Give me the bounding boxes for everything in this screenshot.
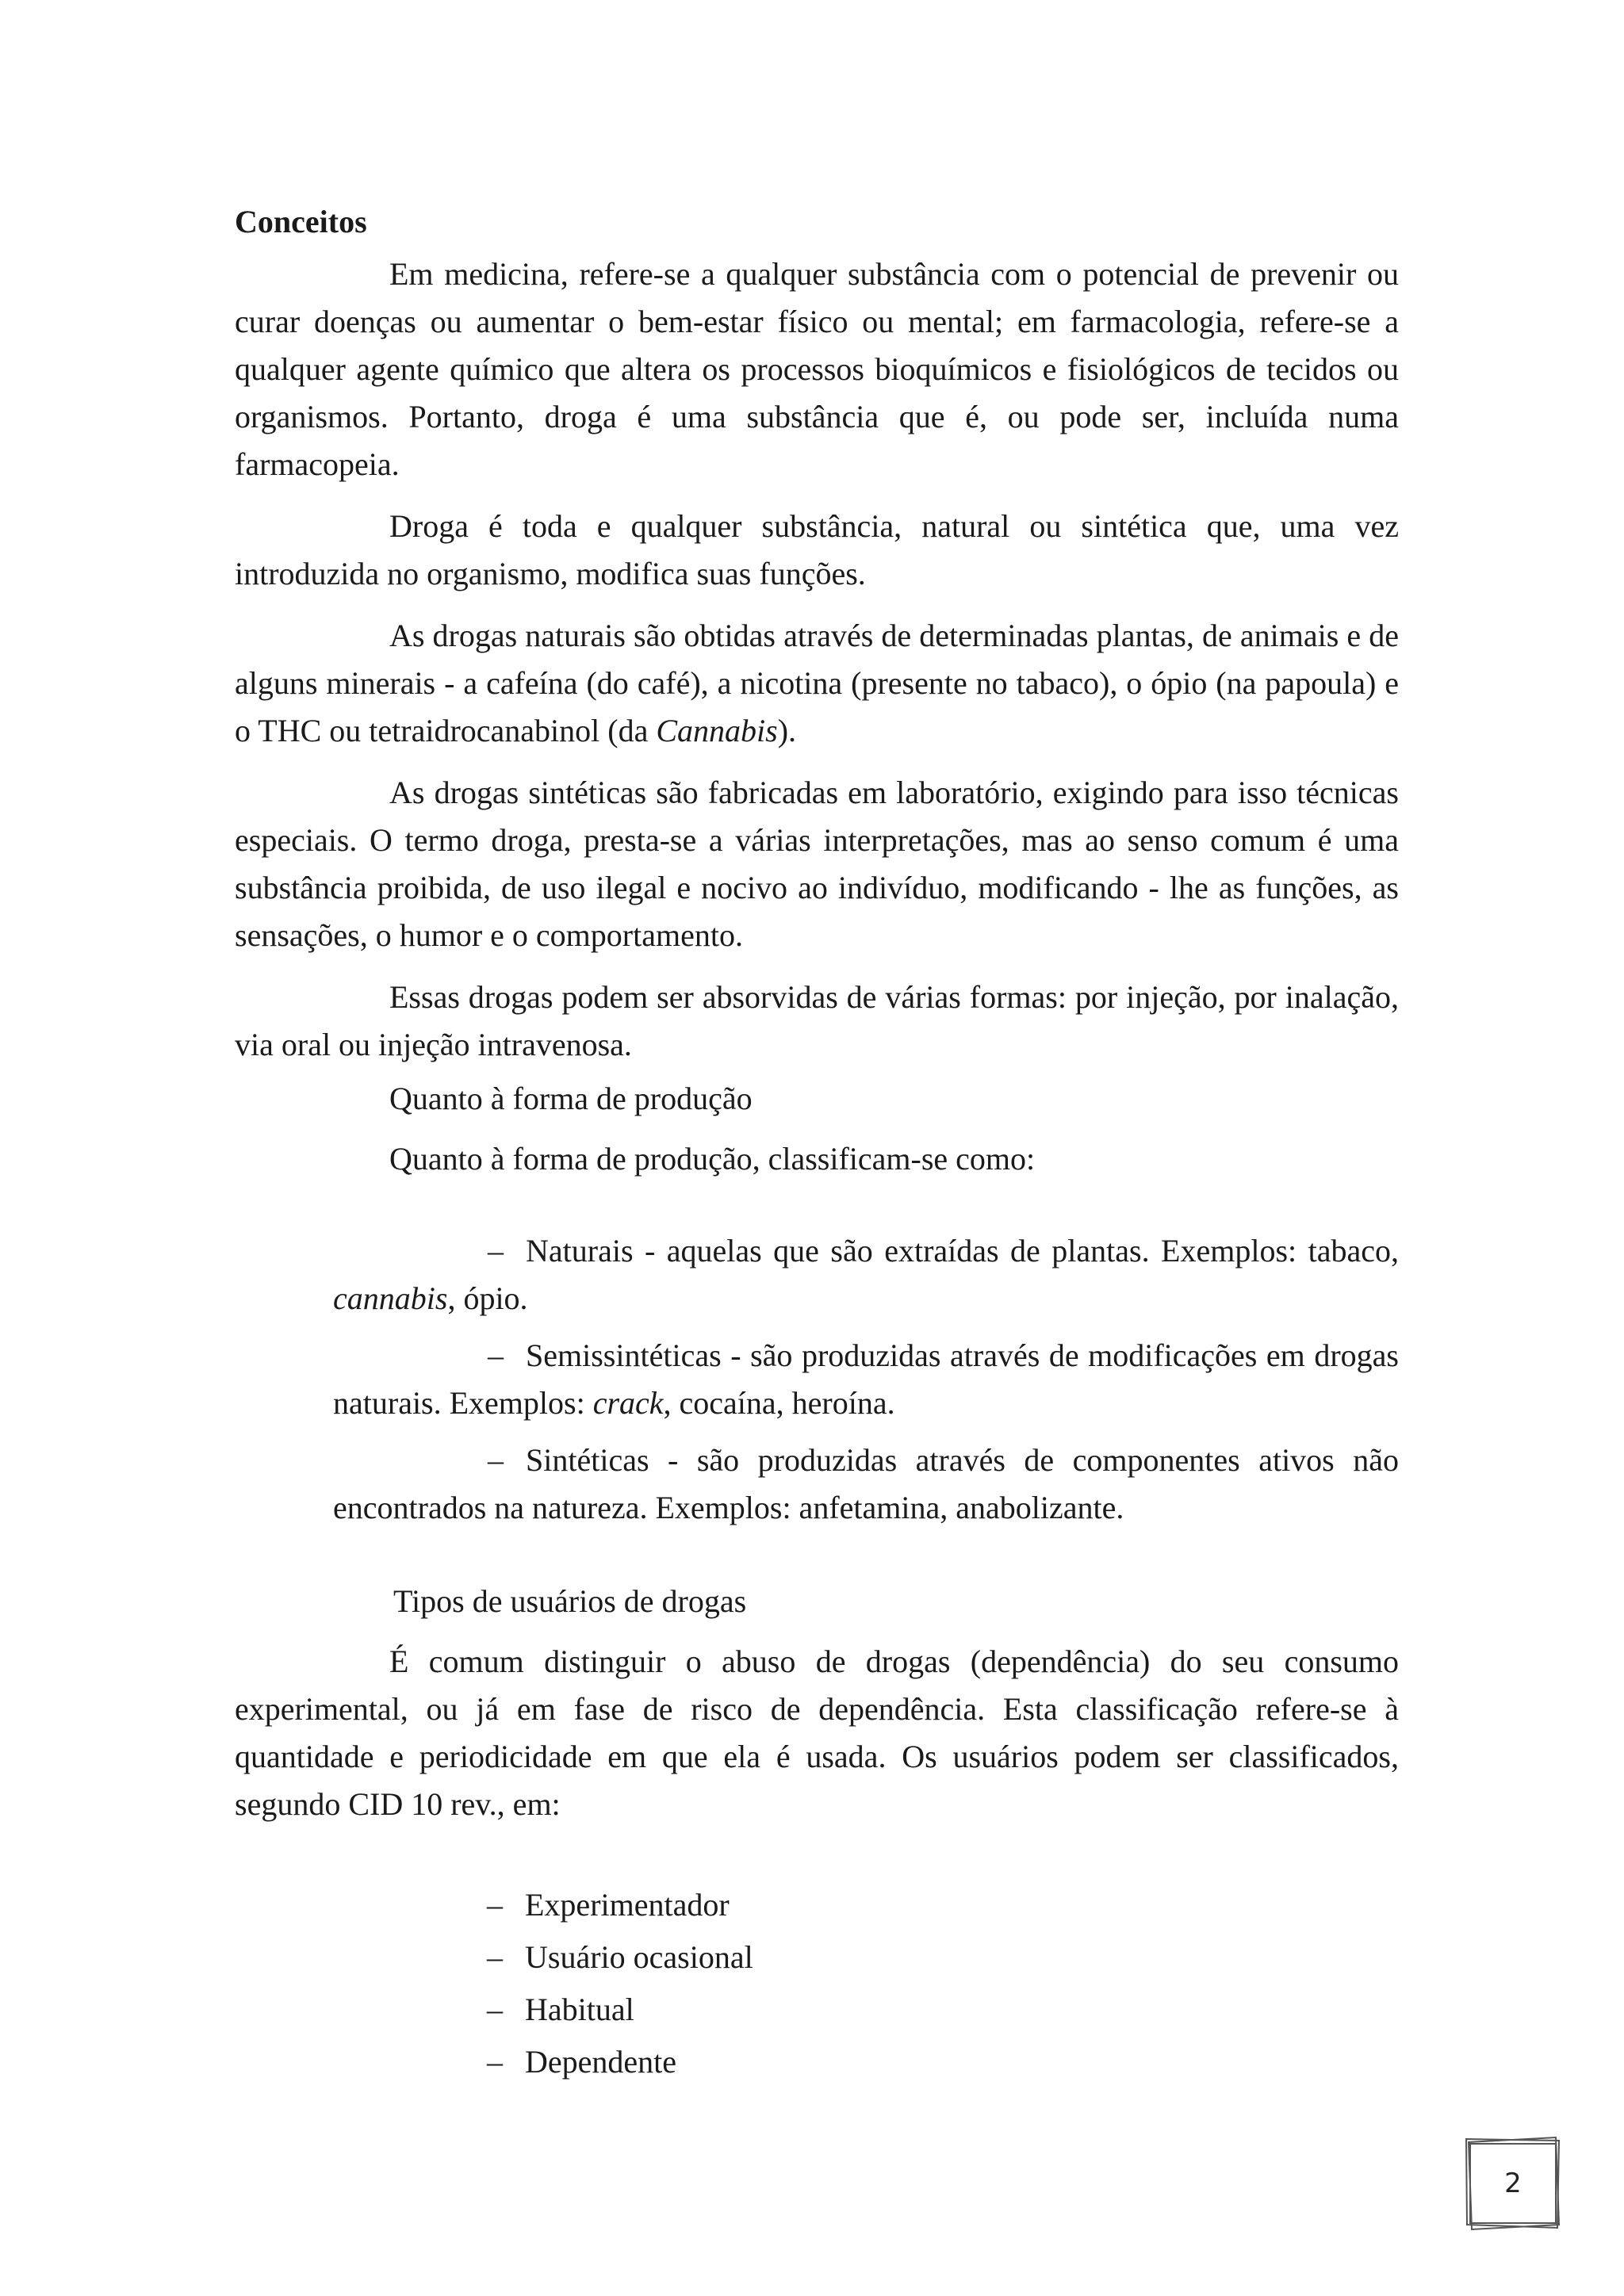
- dash-bullet: –: [487, 1887, 503, 1923]
- user-type-label: Dependente: [525, 2044, 677, 2080]
- dash-bullet: –: [487, 1992, 503, 2027]
- dash-bullet: –: [487, 2044, 503, 2080]
- classification-text: Sintéticas - são produzidas através de componentes ativos não encontrados na natureza. Exemplos: anfetamina, anabolizante.: [333, 1442, 1399, 1525]
- list-item: [487, 1879, 1399, 1931]
- classification-italic: crack: [592, 1385, 664, 1421]
- page-number-badge: [1464, 2134, 1562, 2233]
- natural-drugs-italic: Cannabis: [656, 713, 778, 748]
- dash-bullet: –: [487, 1939, 503, 1975]
- page-number: 2: [1504, 2168, 1522, 2199]
- section-heading: Conceitos: [235, 204, 367, 239]
- natural-drugs-text-end: ).: [777, 713, 797, 748]
- page-content: [235, 198, 1399, 2088]
- user-type-label: Usuário ocasional: [525, 1939, 753, 1975]
- classification-text-end: , cocaína, heroína.: [663, 1385, 895, 1421]
- natural-drugs-text: As drogas naturais são obtidas através de determinadas plantas, de animais e de alguns minerais - a cafeína (do café), a nicotina (presente no tabaco), o ópio (na papoula) e o THC ou tetraidrocanabinol (da: [235, 618, 1399, 748]
- paragraph-drug-definition: Droga é toda e qualquer substância, natural ou sintética que, uma vez introduzida no organismo, modifica suas funções.: [235, 508, 1399, 591]
- list-item: [487, 1931, 1399, 1984]
- paragraph-absorption: Essas drogas podem ser absorvidas de várias formas: por injeção, por inalação, via oral ou injeção intravenosa.: [235, 979, 1399, 1062]
- classification-semissinteticas: [333, 1332, 1399, 1427]
- paragraph-natural-drugs: [235, 612, 1399, 755]
- user-type-label: Habitual: [525, 1992, 634, 2027]
- production-heading: Quanto à forma de produção: [389, 1081, 753, 1116]
- dash-bullet: –: [488, 1233, 504, 1269]
- classification-text: Semissintéticas - são produzidas através de modificações em drogas naturais. Exemplos:: [333, 1337, 1399, 1421]
- paragraph-medicine-definition: Em medicina, refere-se a qualquer substância com o potencial de prevenir ou curar doenças ou aumentar o bem-estar físico ou mental; em farmacologia, refere-se a qualquer agente químico que altera os processos bioquímicos e fisiológicos de tecidos ou organismos. Portanto, droga é uma substância que é, ou pode ser, incluída numa farmacopeia.: [235, 256, 1399, 482]
- classification-text-end: , ópio.: [447, 1280, 528, 1316]
- user-type-label: Experimentador: [525, 1887, 730, 1923]
- dash-bullet: –: [488, 1337, 504, 1373]
- dash-bullet: –: [488, 1442, 504, 1478]
- classification-sinteticas: [333, 1437, 1399, 1532]
- paragraph-synthetic-drugs: As drogas sintéticas são fabricadas em laboratório, exigindo para isso técnicas especiais. O termo droga, presta-se a várias interpretações, mas ao senso comum é uma substância proibida, de uso ilegal e nocivo ao indivíduo, modificando - lhe as funções, as sensações, o humor e o comportamento.: [235, 775, 1399, 953]
- classification-naturais: [333, 1227, 1399, 1322]
- list-item: [487, 2036, 1399, 2088]
- paragraph-users: É comum distinguir o abuso de drogas (dependência) do seu consumo experimental, ou já em fase de risco de dependência. Esta classificação refere-se à quantidade e periodicidade em que ela é usada. Os usuários podem ser classificados, segundo CID 10 rev., em:: [235, 1644, 1399, 1822]
- users-heading: Tipos de usuários de drogas: [393, 1583, 747, 1619]
- list-item: [487, 1984, 1399, 2036]
- classification-text: Naturais - aquelas que são extraídas de plantas. Exemplos: tabaco,: [526, 1233, 1399, 1269]
- classification-italic: cannabis: [333, 1280, 448, 1316]
- production-intro: Quanto à forma de produção, classificam-se como:: [389, 1141, 1036, 1177]
- user-types-list: [235, 1879, 1399, 2088]
